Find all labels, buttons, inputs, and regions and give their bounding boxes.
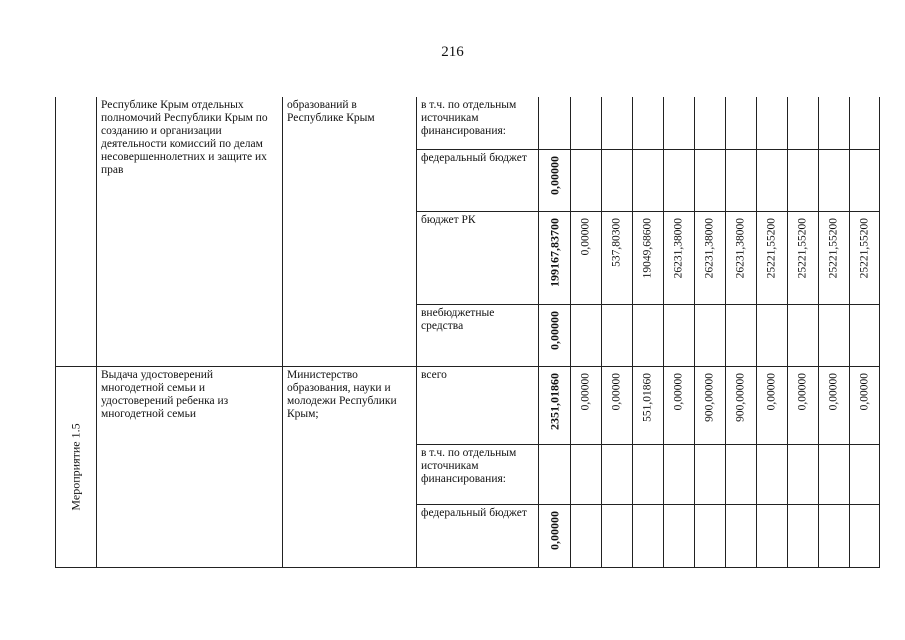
block1-measure-cell <box>56 97 97 366</box>
total-amount-value: 0,00000 <box>547 155 561 195</box>
year-amount-value: 25221,55200 <box>858 217 870 278</box>
year-amount-value: 26231,38000 <box>734 217 747 278</box>
year-amount <box>695 149 726 211</box>
total-amount <box>539 366 571 444</box>
year-amount <box>695 444 726 504</box>
year-amount <box>819 97 850 149</box>
year-amount-value: 900,00000 <box>703 372 716 422</box>
year-amount <box>571 304 602 366</box>
year-amount <box>850 444 880 504</box>
year-amount <box>757 97 788 149</box>
year-amount-value: 537,80300 <box>610 217 623 267</box>
year-amount <box>850 149 880 211</box>
block1-executor: образований в Республике Крым <box>283 97 417 366</box>
year-amount <box>788 97 819 149</box>
funding-source: федеральный бюджет <box>417 504 539 567</box>
year-amount-value: 0,00000 <box>610 372 623 410</box>
funding-source: бюджет РК <box>417 211 539 304</box>
year-amount <box>571 444 602 504</box>
year-amount <box>602 304 633 366</box>
year-amount <box>633 304 664 366</box>
year-amount <box>788 211 819 304</box>
year-amount <box>695 504 726 567</box>
year-amount <box>571 97 602 149</box>
year-amount <box>788 504 819 567</box>
block1-row <box>56 97 880 149</box>
year-amount-value: 26231,38000 <box>703 217 716 278</box>
year-amount <box>571 211 602 304</box>
funding-source: в т.ч. по отдельным источникам финансирования: <box>417 97 539 149</box>
year-amount <box>571 149 602 211</box>
year-amount-value: 0,00000 <box>827 372 840 410</box>
funding-source: в т.ч. по отдельным источникам финансирования: <box>417 444 539 504</box>
year-amount-value: 0,00000 <box>858 372 870 410</box>
year-amount <box>788 304 819 366</box>
year-amount-value: 0,00000 <box>765 372 778 410</box>
year-amount-value: 0,00000 <box>579 217 592 255</box>
funding-source: внебюджетные средства <box>417 304 539 366</box>
year-amount <box>571 366 602 444</box>
year-amount-value: 25221,55200 <box>765 217 778 278</box>
year-amount-value: 0,00000 <box>796 372 809 410</box>
year-amount <box>726 97 757 149</box>
year-amount-value: 0,00000 <box>579 372 592 410</box>
total-amount-value: 0,00000 <box>547 510 561 550</box>
total-amount <box>539 211 571 304</box>
year-amount <box>726 366 757 444</box>
year-amount <box>664 366 695 444</box>
year-amount <box>850 304 880 366</box>
total-amount-value: 2351,01860 <box>547 372 561 430</box>
year-amount <box>788 444 819 504</box>
total-amount-value: 199167,83700 <box>547 217 561 287</box>
total-amount <box>539 304 571 366</box>
year-amount <box>850 366 880 444</box>
year-amount <box>664 149 695 211</box>
year-amount-value: 25221,55200 <box>827 217 840 278</box>
block2-measure-cell <box>56 366 97 567</box>
funding-source: федеральный бюджет <box>417 149 539 211</box>
financing-table <box>55 97 880 568</box>
page-number: 216 <box>441 44 464 60</box>
year-amount <box>850 211 880 304</box>
total-amount <box>539 97 571 149</box>
year-amount <box>819 149 850 211</box>
year-amount <box>571 504 602 567</box>
year-amount <box>602 504 633 567</box>
year-amount <box>819 304 850 366</box>
year-amount <box>726 444 757 504</box>
year-amount <box>633 211 664 304</box>
year-amount <box>664 97 695 149</box>
year-amount <box>664 304 695 366</box>
year-amount <box>726 149 757 211</box>
year-amount <box>633 149 664 211</box>
year-amount <box>633 504 664 567</box>
measure-label: Мероприятие 1.5 <box>68 422 83 511</box>
year-amount <box>757 444 788 504</box>
year-amount <box>757 304 788 366</box>
year-amount <box>726 304 757 366</box>
total-amount <box>539 149 571 211</box>
year-amount <box>819 366 850 444</box>
year-amount-value: 25221,55200 <box>796 217 809 278</box>
year-amount <box>664 504 695 567</box>
year-amount <box>695 97 726 149</box>
year-amount-value: 900,00000 <box>734 372 747 422</box>
year-amount <box>819 211 850 304</box>
year-amount <box>695 304 726 366</box>
year-amount-value: 26231,38000 <box>672 217 685 278</box>
year-amount <box>788 149 819 211</box>
year-amount <box>757 149 788 211</box>
funding-source: всего <box>417 366 539 444</box>
block2-row <box>56 366 880 444</box>
year-amount <box>602 444 633 504</box>
year-amount <box>850 97 880 149</box>
year-amount <box>726 504 757 567</box>
year-amount <box>757 504 788 567</box>
year-amount <box>633 444 664 504</box>
year-amount <box>664 444 695 504</box>
year-amount <box>819 444 850 504</box>
block2-name: Выдача удостоверений многодетной семьи и удостоверений ребенка из многодетной семьи <box>97 366 283 567</box>
year-amount <box>664 211 695 304</box>
year-amount <box>695 211 726 304</box>
year-amount <box>602 366 633 444</box>
block1-name: Республике Крым отдельных полномочий Республики Крым по созданию и организации деятельности комиссий по делам несовершеннолетних и защите их прав <box>97 97 283 366</box>
year-amount <box>602 211 633 304</box>
year-amount <box>633 97 664 149</box>
year-amount-value: 19049,68600 <box>641 217 654 278</box>
year-amount <box>757 211 788 304</box>
year-amount <box>695 366 726 444</box>
year-amount <box>602 97 633 149</box>
year-amount-value: 0,00000 <box>672 372 685 410</box>
year-amount <box>633 366 664 444</box>
total-amount-value: 0,00000 <box>547 310 561 350</box>
total-amount <box>539 444 571 504</box>
year-amount <box>602 149 633 211</box>
year-amount <box>757 366 788 444</box>
year-amount-value: 551,01860 <box>641 372 654 422</box>
year-amount <box>850 504 880 567</box>
block2-executor: Министерство образования, науки и молодежи Республики Крым; <box>283 366 417 567</box>
total-amount <box>539 504 571 567</box>
year-amount <box>788 366 819 444</box>
year-amount <box>726 211 757 304</box>
year-amount <box>819 504 850 567</box>
